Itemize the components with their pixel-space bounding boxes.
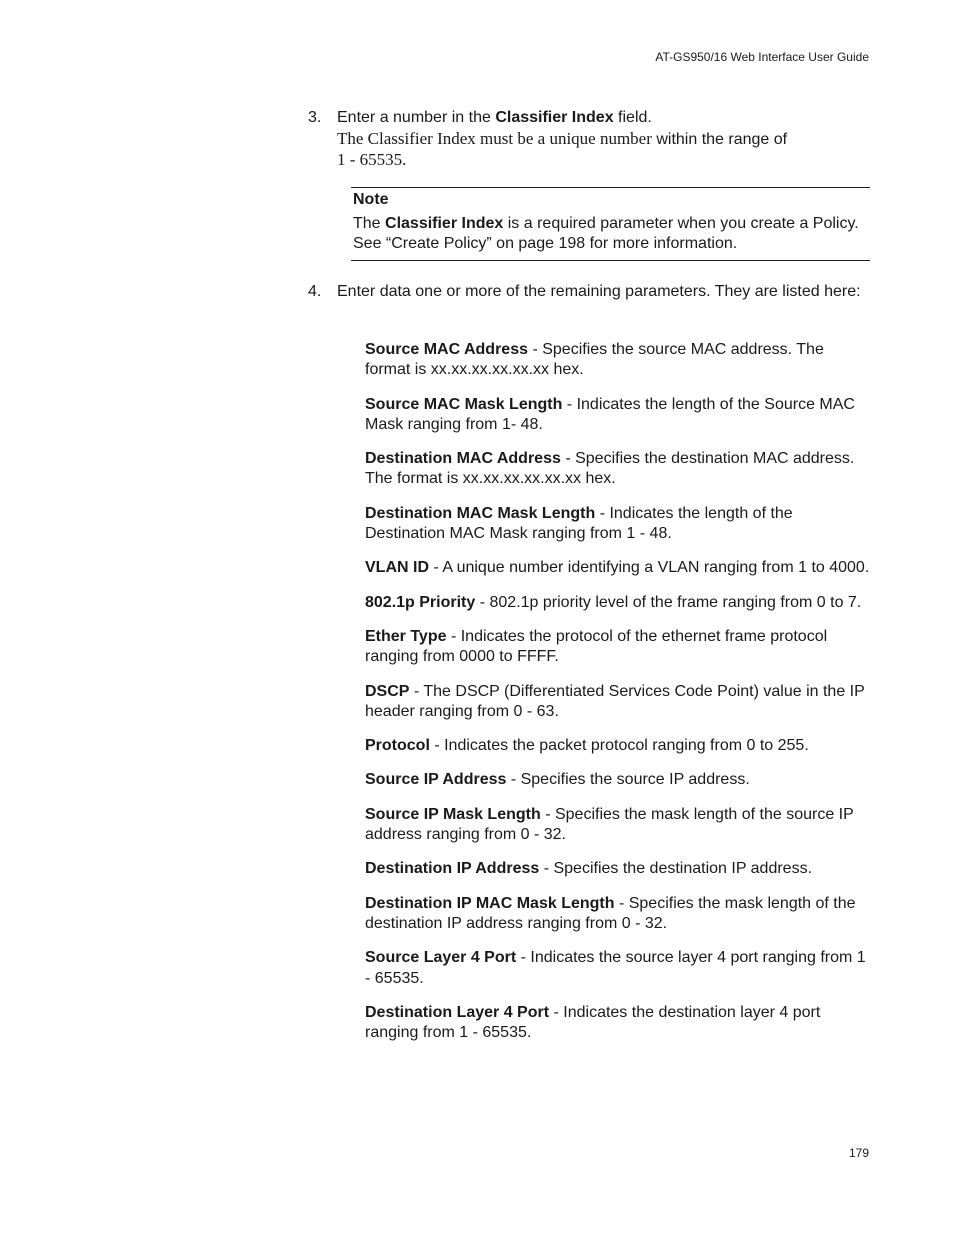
page-number: 179 bbox=[848, 1146, 869, 1160]
field-name: Classifier Index bbox=[495, 109, 614, 126]
param-item bbox=[365, 948, 870, 989]
text-run: Enter a number in the bbox=[337, 109, 496, 126]
text-run: The bbox=[353, 215, 386, 232]
field-name: Classifier Index bbox=[385, 215, 504, 232]
param-item bbox=[365, 736, 870, 756]
step-body bbox=[337, 108, 868, 171]
param-desc: - Specifies the destination IP address. bbox=[539, 860, 813, 878]
step-3-line-1 bbox=[337, 108, 868, 129]
param-desc: - Indicates the length of the Destination MAC Mask ranging from 1 - 48. bbox=[365, 504, 793, 543]
param-desc: - The DSCP (Differentiated Services Code Point) value in the IP header ranging from 0 - 63. bbox=[365, 682, 865, 720]
param-desc: - Specifies the mask length of the source IP address ranging from 0 - 32. bbox=[365, 805, 854, 844]
param-item bbox=[365, 1003, 870, 1044]
step-3-line-3: 1 - 65535. bbox=[337, 150, 407, 169]
text-run: The Classifier Index must be a unique number bbox=[337, 128, 652, 148]
param-desc: - Specifies the mask length of the destination IP address ranging from 0 - 32. bbox=[365, 894, 856, 932]
param-desc: - Indicates the protocol of the ethernet frame protocol ranging from 0000 to FFFF. bbox=[365, 627, 828, 666]
param-item bbox=[365, 558, 870, 578]
note-text bbox=[353, 214, 870, 254]
param-name: Source MAC Mask Length bbox=[365, 395, 563, 413]
text-run: within the range of bbox=[651, 130, 788, 148]
step-3 bbox=[308, 108, 868, 171]
param-item bbox=[365, 770, 870, 790]
param-name: Destination IP Address bbox=[365, 860, 540, 878]
step-4 bbox=[308, 282, 868, 303]
step-number: 3. bbox=[308, 109, 322, 126]
step-body: Enter data one or more of the remaining parameters. They are listed here: bbox=[337, 283, 861, 300]
param-item bbox=[365, 395, 870, 436]
param-item bbox=[365, 894, 870, 935]
step-3-line-2 bbox=[337, 129, 868, 151]
param-item bbox=[365, 340, 870, 381]
param-name: Source IP Mask Length bbox=[365, 805, 541, 823]
param-name: Destination MAC Address bbox=[365, 450, 561, 468]
param-desc: - Specifies the source IP address. bbox=[506, 771, 750, 789]
param-name: Source MAC Address bbox=[365, 341, 528, 358]
param-item bbox=[365, 593, 870, 613]
note-title: Note bbox=[353, 191, 389, 208]
param-item bbox=[365, 504, 870, 545]
param-desc: - 802.1p priority level of the frame ranging from 0 to 7. bbox=[475, 593, 862, 611]
param-item bbox=[365, 627, 870, 668]
param-name: VLAN ID bbox=[365, 559, 429, 577]
step-number: 4. bbox=[308, 283, 322, 300]
param-name: Source IP Address bbox=[365, 771, 507, 789]
text-run: is a required parameter when you create a Policy. See “Create Policy” on page 198 for more information. bbox=[353, 215, 859, 252]
param-name: Ether Type bbox=[365, 627, 447, 645]
param-name: Protocol bbox=[365, 737, 430, 755]
param-name: DSCP bbox=[365, 682, 410, 700]
param-item bbox=[365, 449, 870, 490]
text-run: field. bbox=[613, 109, 652, 126]
param-name: Destination MAC Mask Length bbox=[365, 504, 596, 522]
param-item bbox=[365, 682, 870, 723]
param-name: Source Layer 4 Port bbox=[365, 949, 517, 967]
param-desc: - Indicates the packet protocol ranging from 0 to 255. bbox=[429, 737, 809, 755]
param-item bbox=[365, 805, 870, 846]
param-item bbox=[365, 859, 870, 879]
note-box bbox=[351, 187, 870, 261]
param-name: Destination Layer 4 Port bbox=[365, 1003, 550, 1021]
param-desc: - Specifies the destination MAC address. The format is xx.xx.xx.xx.xx.xx hex. bbox=[365, 450, 855, 488]
param-desc: - A unique number identifying a VLAN ranging from 1 to 4000. bbox=[429, 559, 870, 577]
parameter-list bbox=[365, 340, 870, 1057]
param-name: 802.1p Priority bbox=[365, 593, 476, 611]
param-name: Destination IP MAC Mask Length bbox=[365, 894, 615, 912]
param-desc: - Indicates the destination layer 4 port ranging from 1 - 65535. bbox=[365, 1003, 821, 1042]
param-desc: - Indicates the source layer 4 port ranging from 1 - 65535. bbox=[365, 949, 866, 987]
param-desc: - Specifies the source MAC address. The format is xx.xx.xx.xx.xx.xx hex. bbox=[365, 341, 824, 379]
param-desc: - Indicates the length of the Source MAC Mask ranging from 1- 48. bbox=[365, 395, 855, 433]
running-header: AT-GS950/16 Web Interface User Guide bbox=[655, 50, 869, 64]
